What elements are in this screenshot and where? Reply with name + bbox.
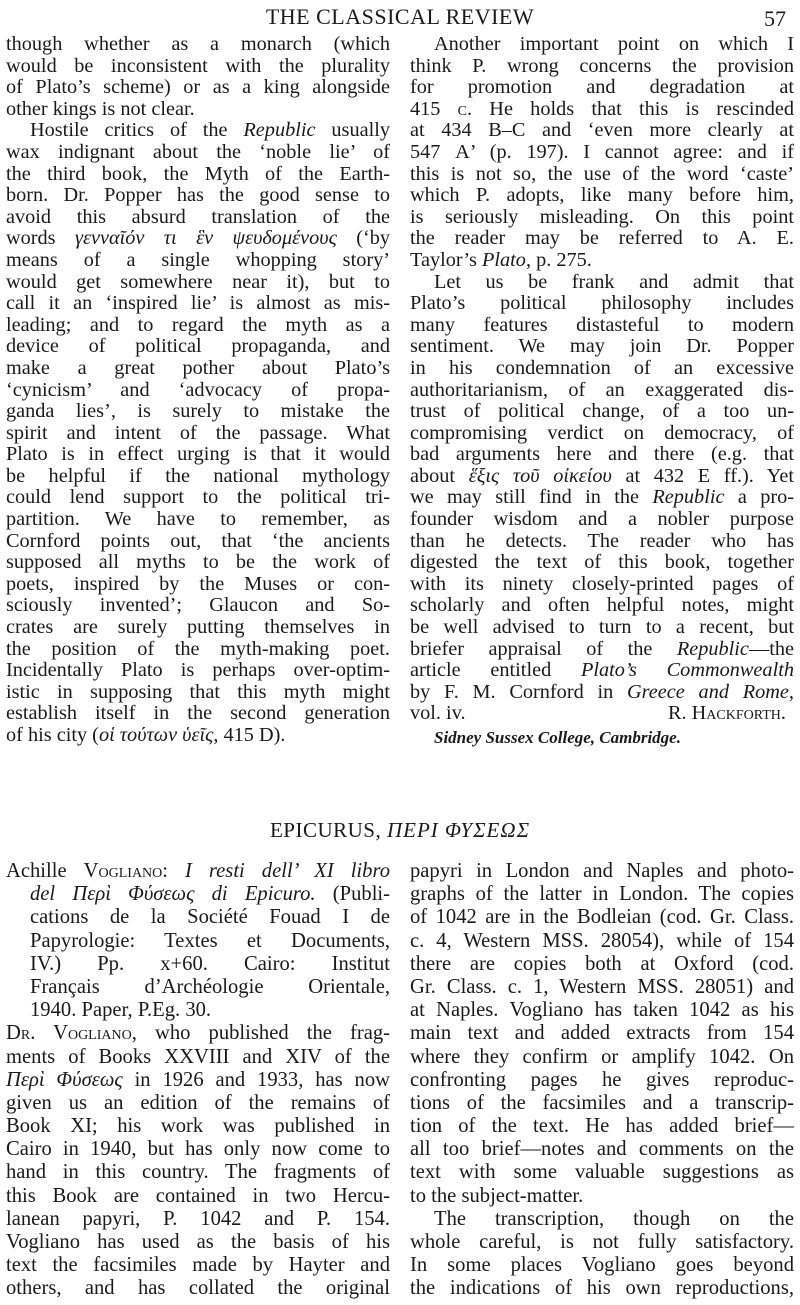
column-bottom-left: [6, 860, 390, 1301]
text-line: of his city (οἱ τούτων ὑεῖς, 415 D).: [6, 724, 286, 746]
text-line: graphs of the latter in London. The copies: [410, 883, 794, 906]
text-line: leading; and to regard the myth as a: [6, 313, 390, 336]
text-line: 1940. Paper, P.Eg. 30.: [30, 999, 212, 1022]
text-line: authoritarianism, of an exaggerated dis-: [410, 378, 794, 401]
text-line: istic in supposing that this myth might: [6, 680, 390, 703]
text-line: than he detects. The reader who has: [410, 529, 794, 552]
text-line: lanean papyri, P. 1042 and P. 154.: [6, 1207, 390, 1230]
text-line: 415 c. He holds that this is rescinded: [410, 97, 794, 120]
paragraph: [6, 120, 390, 746]
text-line: call it an ‘inspired lie’ is almost as mis-: [6, 292, 390, 315]
text-line: In some places Vogliano goes beyond: [410, 1254, 794, 1277]
text-line: with its ninety closely-printed pages of: [410, 572, 794, 595]
text-line: words γενναῖόν τι ἓν ψευδομένους (‘by: [6, 227, 391, 250]
text-line: make a great pother about Plato’s: [6, 356, 390, 379]
text-line: The transcription, though on the: [434, 1207, 794, 1230]
text-line: of Plato’s scheme) or as a king alongside: [6, 76, 390, 99]
text-line: we may still find in the Republic a pro-: [410, 486, 794, 509]
signature-line: [410, 703, 794, 725]
text-line: hand in this country. The fragments of: [6, 1161, 390, 1184]
journal-title: THE CLASSICAL REVIEW: [265, 4, 535, 29]
volume-ref: vol. iv.: [410, 702, 466, 725]
text-line: sentiment. We may join Dr. Popper: [410, 335, 794, 358]
text-line: ‘cynicism’ and ‘advocacy of propa-: [6, 378, 390, 401]
text-line: be well advised to turn to a recent, but: [410, 616, 794, 639]
column-bottom-right: [410, 860, 794, 1301]
text-line: del Περὶ Φύσεως di Epicuro. (Publi-: [30, 883, 390, 906]
text-line: others, and has collated the original: [6, 1277, 390, 1300]
text-line: though whether as a monarch (which: [6, 33, 390, 55]
text-line: the third book, the Myth of the Earth-: [6, 162, 390, 185]
text-line: Taylor’s Plato, p. 275.: [410, 248, 592, 271]
text-line: other kings is not clear.: [6, 97, 195, 120]
text-line: avoid this absurd translation of the: [6, 205, 390, 228]
text-line: at Naples. Vogliano has taken 1042 as his: [410, 999, 794, 1022]
text-line: at 434 B–C and ‘even more clearly at: [410, 119, 794, 142]
text-line: ments of Books XXVIII and XIV of the: [6, 1045, 390, 1068]
text-line: briefer appraisal of the Republic—the: [410, 637, 794, 660]
text-line: many features distasteful to modern: [410, 313, 794, 336]
text-line: cations de la Société Fouad I de: [30, 906, 390, 929]
text-line: Cairo in 1940, but has only now come to: [6, 1138, 390, 1161]
text-line: for promotion and degradation at: [410, 76, 794, 99]
text-line: the position of the myth-making poet.: [6, 637, 390, 660]
text-line: given us an edition of the remains of: [6, 1091, 390, 1114]
text-line: of 1042 are in the Bodleian (cod. Gr. Class.: [410, 906, 794, 929]
paragraph: [410, 34, 794, 272]
text-line: could lend support to the political tri-: [6, 486, 390, 509]
text-line: main text and added extracts from 154: [410, 1022, 794, 1045]
text-line: papyri in London and Naples and photo-: [410, 860, 794, 882]
text-line: digested the text of this book, together: [410, 551, 794, 574]
text-line: Français d’Archéologie Orientale,: [30, 975, 390, 998]
text-line: there are copies both at Oxford (cod.: [410, 952, 794, 975]
text-line: whole careful, is not fully satisfactory.: [410, 1231, 794, 1253]
text-line: be helpful if the national mythology: [6, 464, 390, 487]
section-heading: [0, 818, 800, 843]
paragraph: [6, 34, 390, 120]
paragraph: [410, 860, 794, 1208]
text-line: born. Dr. Popper has the good sense to: [6, 184, 390, 207]
paragraph: [6, 860, 390, 1022]
text-line: device of political propaganda, and: [6, 335, 390, 358]
text-line: by F. M. Cornford in Greece and Rome,: [410, 680, 794, 703]
text-line: text with some valuable suggestions as: [410, 1161, 794, 1184]
text-line: trust of political change, of a too un-: [410, 400, 794, 423]
paragraph: [410, 272, 794, 704]
text-line: founder wisdom and a nobler purpose: [410, 508, 794, 531]
text-line: to the subject-matter.: [410, 1184, 584, 1207]
text-line: spirit and intent of the passage. What: [6, 421, 390, 444]
text-line: Book XI; his work was published in: [6, 1115, 390, 1138]
text-line: this is not so, the use of the word ‘caste’: [410, 162, 794, 185]
text-line: Papyrologie: Textes et Documents,: [30, 929, 390, 952]
text-line: compromising verdict on democracy, of: [410, 421, 794, 444]
running-head: [0, 4, 800, 34]
text-line: where they confirm or amplify 1042. On: [410, 1045, 794, 1068]
text-line: scholarly and often helpful notes, might: [410, 594, 794, 617]
text-line: tion of the text. He has added brief—: [410, 1115, 794, 1138]
section-heading-prefix: EPICURUS,: [269, 818, 387, 842]
text-line: Achille Vogliano: I resti dell’ XI libro: [6, 860, 390, 882]
text-line: Περὶ Φύσεως in 1926 and 1933, has now: [6, 1068, 390, 1091]
review-author: R. Hackforth.: [667, 702, 786, 725]
text-line: Cornford points out, that ‘the ancients: [6, 529, 390, 552]
text-line: about ἕξις τοῦ οἰκείου at 432 E ff.). Yet: [410, 464, 794, 487]
text-line: Hostile critics of the Republic usually: [30, 119, 391, 142]
text-line: in his condemnation of an excessive: [410, 356, 794, 379]
text-line: establish itself in the second generation: [6, 702, 390, 725]
author-affiliation: Sidney Sussex College, Cambridge.: [434, 728, 681, 747]
text-line: would get somewhere near it), but to: [6, 270, 390, 293]
text-line: tions of the facsimiles and a transcrip-: [410, 1091, 794, 1114]
text-line: which P. adopts, like many before him,: [410, 184, 794, 207]
text-line: Another important point on which I: [434, 33, 794, 55]
text-line: crates are surely putting themselves in: [6, 616, 390, 639]
text-line: c. 4, Western MSS. 28054), while of 154: [410, 929, 794, 952]
text-line: Dr. Vogliano, who published the frag-: [6, 1022, 390, 1045]
text-line: IV.) Pp. x+60. Cairo: Institut: [30, 952, 390, 975]
text-line: Incidentally Plato is perhaps over-optim-: [6, 659, 390, 682]
paragraph: [6, 1022, 390, 1300]
paragraph: [410, 1208, 794, 1301]
text-line: Let us be frank and admit that: [434, 270, 794, 293]
text-line: confronting pages he gives reproduc-: [410, 1068, 794, 1091]
section-heading-greek: ΠΕΡΙ ΦΥΣΕΩΣ: [386, 818, 531, 842]
text-line: the reader may be referred to A. E.: [410, 227, 794, 250]
text-line: poets, inspired by the Muses or con-: [6, 572, 390, 595]
text-line: ganda lies’, is surely to mistake the: [6, 400, 390, 423]
text-line: wax indignant about the ‘noble lie’ of: [6, 140, 390, 163]
text-line: is seriously misleading. On this point: [410, 205, 794, 228]
text-line: article entitled Plato’s Commonwealth: [410, 659, 794, 682]
text-line: the indications of his own reproductions,: [410, 1277, 794, 1300]
text-line: 547 A’ (p. 197). I cannot agree: and if: [410, 140, 794, 163]
text-line: Gr. Class. c. 1, Western MSS. 28051) and: [410, 975, 794, 998]
text-line: means of a single whopping story’: [6, 248, 390, 271]
text-line: this Book are contained in two Hercu-: [6, 1184, 390, 1207]
text-line: supposed all myths to be the work of: [6, 551, 390, 574]
text-line: bad arguments here and there (e.g. that: [410, 443, 794, 466]
text-line: sciously invented’; Glaucon and So-: [6, 594, 390, 617]
text-line: text the facsimiles made by Hayter and: [6, 1254, 390, 1277]
text-line: Vogliano has used as the basis of his: [6, 1231, 390, 1253]
page-number: 57: [764, 6, 786, 31]
column-top-right: [410, 34, 794, 751]
text-line: Plato’s political philosophy includes: [410, 292, 794, 315]
text-line: all too brief—notes and comments on the: [410, 1138, 794, 1161]
column-top-left: [6, 34, 390, 747]
text-line: partition. We have to remember, as: [6, 508, 390, 531]
text-line: think P. wrong concerns the provision: [410, 54, 794, 77]
text-line: Plato is in effect urging is that it would: [6, 443, 390, 466]
text-line: would be inconsistent with the plurality: [6, 54, 390, 77]
